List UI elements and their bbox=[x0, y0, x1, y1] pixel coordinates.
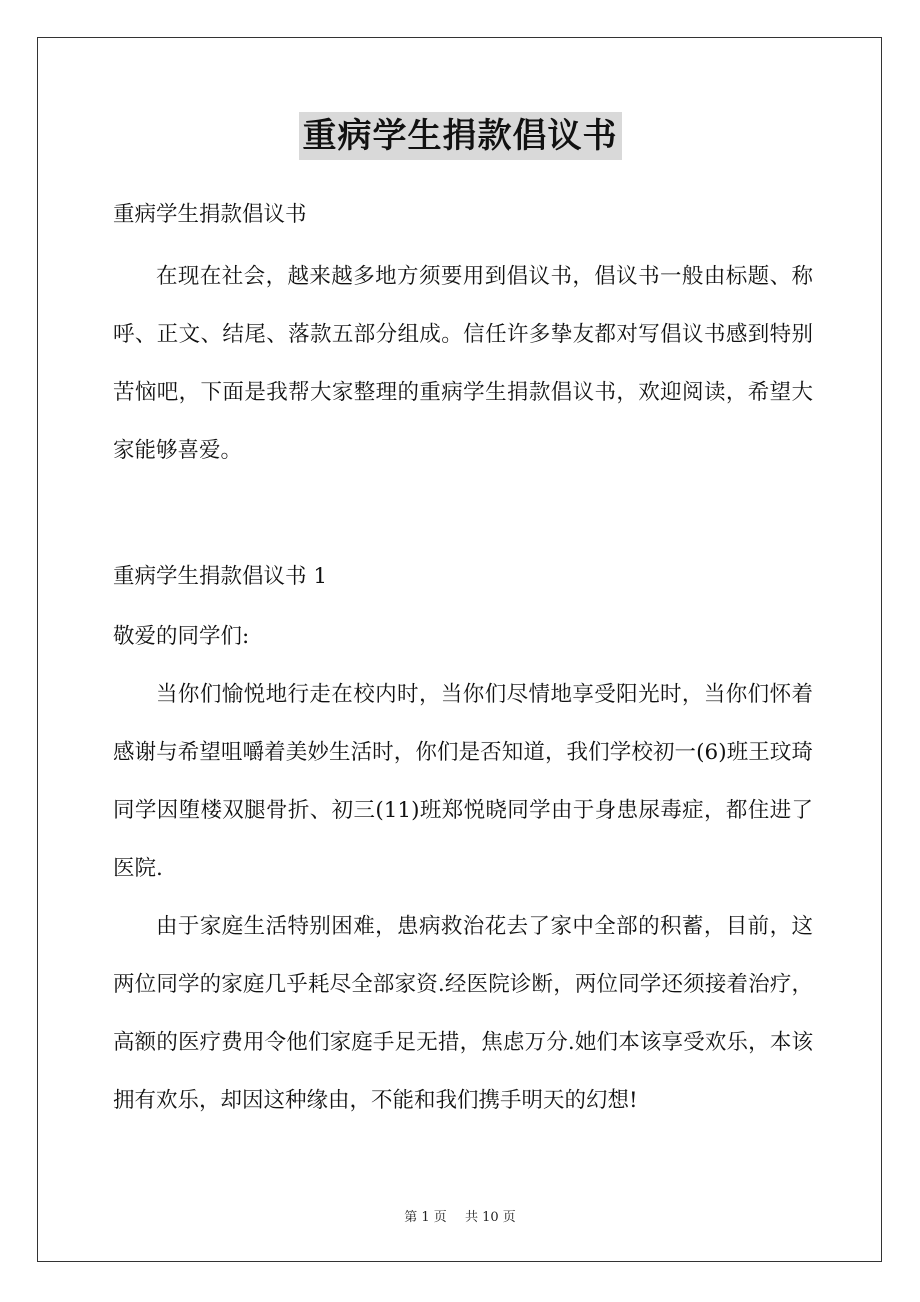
page-footer bbox=[0, 1206, 920, 1225]
title-area bbox=[0, 112, 920, 160]
page-number-total: 共 10 页 bbox=[464, 1210, 516, 1225]
salutation: 敬爱的同学们: bbox=[113, 624, 250, 649]
document-subtitle: 重病学生捐款倡议书 bbox=[113, 202, 307, 227]
body-paragraph-2: 由于家庭生活特别困难，患病救治花去了家中全部的积蓄，目前，这两位同学的家庭几乎耗尽全部家资.经医院诊断，两位同学还须接着治疗，高额的医疗费用令他们家庭手足无措，焦虑万分.她们本该享受欢乐，本该拥有欢乐，却因这种缘由，不能和我们携手明天的幻想! bbox=[113, 914, 813, 1113]
page-number-current: 第 1 页 bbox=[404, 1210, 447, 1225]
document-title: 重病学生捐款倡议书 bbox=[299, 112, 622, 160]
section-title: 重病学生捐款倡议书 1 bbox=[113, 564, 328, 589]
body-paragraph-1: 当你们愉悦地行走在校内时，当你们尽情地享受阳光时，当你们怀着感谢与希望咀嚼着美妙生活时，你们是否知道，我们学校初一(6)班王玟琦同学因堕楼双腿骨折、初三(11)班郑悦晓同学由于身患尿毒症，都住进了医院. bbox=[113, 682, 813, 881]
intro-paragraph: 在现在社会，越来越多地方须要用到倡议书，倡议书一般由标题、称呼、正文、结尾、落款五部分组成。信任许多挚友都对写倡议书感到特别苦恼吧，下面是我帮大家整理的重病学生捐款倡议书，欢迎阅读，希望大家能够喜爱。 bbox=[113, 264, 813, 463]
document-body bbox=[113, 190, 813, 1130]
